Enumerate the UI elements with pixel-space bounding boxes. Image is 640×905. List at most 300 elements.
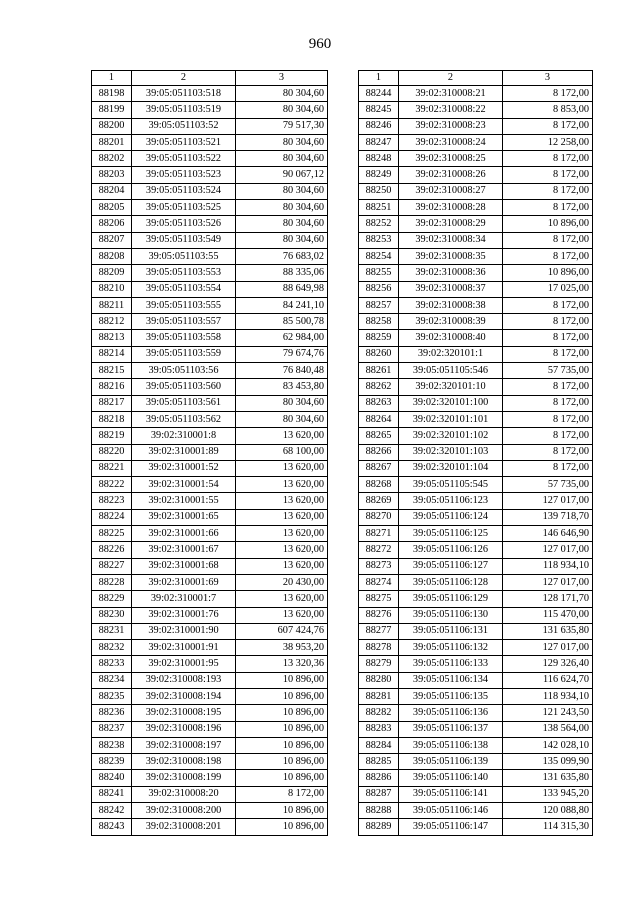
cadastral-number-cell: 39:02:320101:1 bbox=[399, 346, 503, 362]
value-cell: 13 620,00 bbox=[236, 477, 328, 493]
row-number-cell: 88199 bbox=[92, 102, 132, 118]
row-number-cell: 88244 bbox=[359, 86, 399, 102]
cadastral-number-cell: 39:05:051103:526 bbox=[132, 216, 236, 232]
cadastral-number-cell: 39:05:051103:560 bbox=[132, 379, 236, 395]
row-number-cell: 88265 bbox=[359, 428, 399, 444]
value-cell: 13 620,00 bbox=[236, 607, 328, 623]
table-row bbox=[92, 460, 328, 476]
cadastral-number-cell: 39:02:310001:55 bbox=[132, 493, 236, 509]
value-cell: 38 953,20 bbox=[236, 640, 328, 656]
cadastral-number-cell: 39:05:051106:127 bbox=[399, 558, 503, 574]
row-number-cell: 88201 bbox=[92, 134, 132, 150]
value-cell: 76 840,48 bbox=[236, 363, 328, 379]
value-cell: 8 172,00 bbox=[503, 151, 593, 167]
column-header-cadastral-number: 2 bbox=[399, 71, 503, 86]
value-cell: 8 172,00 bbox=[503, 379, 593, 395]
value-cell: 115 470,00 bbox=[503, 607, 593, 623]
row-number-cell: 88237 bbox=[92, 721, 132, 737]
row-number-cell: 88268 bbox=[359, 477, 399, 493]
value-cell: 10 896,00 bbox=[236, 688, 328, 704]
row-number-cell: 88258 bbox=[359, 314, 399, 330]
column-header-value: 3 bbox=[503, 71, 593, 86]
value-cell: 80 304,60 bbox=[236, 134, 328, 150]
table-row bbox=[359, 167, 593, 183]
cadastral-number-cell: 39:05:051103:561 bbox=[132, 395, 236, 411]
cadastral-number-cell: 39:05:051106:132 bbox=[399, 640, 503, 656]
value-cell: 84 241,10 bbox=[236, 297, 328, 313]
table-row bbox=[92, 721, 328, 737]
value-cell: 8 172,00 bbox=[503, 428, 593, 444]
cadastral-number-cell: 39:02:310008:29 bbox=[399, 216, 503, 232]
cadastral-number-cell: 39:02:320101:100 bbox=[399, 395, 503, 411]
cadastral-number-cell: 39:05:051103:56 bbox=[132, 363, 236, 379]
value-cell: 20 430,00 bbox=[236, 574, 328, 590]
row-number-cell: 88204 bbox=[92, 183, 132, 199]
row-number-cell: 88212 bbox=[92, 314, 132, 330]
value-cell: 76 683,02 bbox=[236, 248, 328, 264]
value-cell: 80 304,60 bbox=[236, 102, 328, 118]
cadastral-number-cell: 39:02:310008:194 bbox=[132, 688, 236, 704]
table-row bbox=[92, 477, 328, 493]
table-row bbox=[359, 428, 593, 444]
value-cell: 10 896,00 bbox=[236, 721, 328, 737]
row-number-cell: 88235 bbox=[92, 688, 132, 704]
value-cell: 80 304,60 bbox=[236, 232, 328, 248]
row-number-cell: 88269 bbox=[359, 493, 399, 509]
cadastral-number-cell: 39:02:310001:8 bbox=[132, 428, 236, 444]
row-number-cell: 88260 bbox=[359, 346, 399, 362]
row-number-cell: 88249 bbox=[359, 167, 399, 183]
table-row bbox=[92, 754, 328, 770]
row-number-cell: 88274 bbox=[359, 574, 399, 590]
value-cell: 83 453,80 bbox=[236, 379, 328, 395]
cadastral-number-cell: 39:02:310001:67 bbox=[132, 542, 236, 558]
table-row bbox=[359, 803, 593, 819]
table-row bbox=[359, 477, 593, 493]
table-row bbox=[359, 346, 593, 362]
cadastral-number-cell: 39:05:051106:129 bbox=[399, 591, 503, 607]
table-row bbox=[92, 819, 328, 835]
cadastral-number-cell: 39:05:051106:138 bbox=[399, 737, 503, 753]
cadastral-number-cell: 39:02:310008:34 bbox=[399, 232, 503, 248]
value-cell: 79 517,30 bbox=[236, 118, 328, 134]
value-cell: 13 620,00 bbox=[236, 526, 328, 542]
row-number-cell: 88233 bbox=[92, 656, 132, 672]
value-cell: 114 315,30 bbox=[503, 819, 593, 835]
row-number-cell: 88275 bbox=[359, 591, 399, 607]
cadastral-number-cell: 39:05:051103:52 bbox=[132, 118, 236, 134]
cadastral-number-cell: 39:05:051103:559 bbox=[132, 346, 236, 362]
table-row bbox=[359, 721, 593, 737]
table-row bbox=[92, 265, 328, 281]
cadastral-number-cell: 39:02:310008:23 bbox=[399, 118, 503, 134]
cadastral-number-cell: 39:02:310001:89 bbox=[132, 444, 236, 460]
cadastral-number-cell: 39:02:310008:38 bbox=[399, 297, 503, 313]
value-cell: 17 025,00 bbox=[503, 281, 593, 297]
table-row bbox=[359, 640, 593, 656]
table-row bbox=[359, 216, 593, 232]
cadastral-number-cell: 39:02:310008:40 bbox=[399, 330, 503, 346]
column-header-number: 1 bbox=[359, 71, 399, 86]
cadastral-number-cell: 39:05:051106:146 bbox=[399, 803, 503, 819]
row-number-cell: 88239 bbox=[92, 754, 132, 770]
value-cell: 8 172,00 bbox=[503, 167, 593, 183]
value-cell: 139 718,70 bbox=[503, 509, 593, 525]
cadastral-number-cell: 39:02:310001:7 bbox=[132, 591, 236, 607]
value-cell: 13 320,36 bbox=[236, 656, 328, 672]
row-number-cell: 88264 bbox=[359, 411, 399, 427]
row-number-cell: 88256 bbox=[359, 281, 399, 297]
value-cell: 80 304,60 bbox=[236, 216, 328, 232]
row-number-cell: 88253 bbox=[359, 232, 399, 248]
cadastral-number-cell: 39:05:051106:137 bbox=[399, 721, 503, 737]
value-cell: 8 172,00 bbox=[503, 297, 593, 313]
table-row bbox=[92, 672, 328, 688]
row-number-cell: 88198 bbox=[92, 86, 132, 102]
row-number-cell: 88208 bbox=[92, 248, 132, 264]
table-row bbox=[359, 265, 593, 281]
value-cell: 10 896,00 bbox=[503, 216, 593, 232]
table-row bbox=[359, 281, 593, 297]
table-row bbox=[359, 444, 593, 460]
row-number-cell: 88281 bbox=[359, 688, 399, 704]
cadastral-number-cell: 39:02:310008:20 bbox=[132, 786, 236, 802]
value-cell: 80 304,60 bbox=[236, 395, 328, 411]
value-cell: 88 649,98 bbox=[236, 281, 328, 297]
cadastral-number-cell: 39:02:310001:52 bbox=[132, 460, 236, 476]
row-number-cell: 88213 bbox=[92, 330, 132, 346]
table-row bbox=[359, 183, 593, 199]
table-row bbox=[359, 232, 593, 248]
table-row bbox=[92, 200, 328, 216]
row-number-cell: 88227 bbox=[92, 558, 132, 574]
value-cell: 8 172,00 bbox=[503, 200, 593, 216]
value-cell: 68 100,00 bbox=[236, 444, 328, 460]
table-row bbox=[359, 672, 593, 688]
table-row bbox=[359, 363, 593, 379]
row-number-cell: 88259 bbox=[359, 330, 399, 346]
row-number-cell: 88231 bbox=[92, 623, 132, 639]
value-cell: 131 635,80 bbox=[503, 623, 593, 639]
table-row bbox=[92, 167, 328, 183]
row-number-cell: 88229 bbox=[92, 591, 132, 607]
table-row bbox=[359, 151, 593, 167]
value-cell: 120 088,80 bbox=[503, 803, 593, 819]
table-row bbox=[92, 248, 328, 264]
table-row bbox=[92, 428, 328, 444]
value-cell: 13 620,00 bbox=[236, 509, 328, 525]
row-number-cell: 88254 bbox=[359, 248, 399, 264]
table-row bbox=[92, 509, 328, 525]
table-row bbox=[359, 330, 593, 346]
table-row bbox=[92, 526, 328, 542]
table-row bbox=[92, 379, 328, 395]
cadastral-number-cell: 39:05:051103:557 bbox=[132, 314, 236, 330]
table-row bbox=[359, 819, 593, 835]
value-cell: 129 326,40 bbox=[503, 656, 593, 672]
table-row bbox=[359, 134, 593, 150]
table-row bbox=[359, 395, 593, 411]
row-number-cell: 88223 bbox=[92, 493, 132, 509]
cadastral-number-cell: 39:02:320101:103 bbox=[399, 444, 503, 460]
cadastral-number-cell: 39:05:051103:522 bbox=[132, 151, 236, 167]
row-number-cell: 88262 bbox=[359, 379, 399, 395]
table-row bbox=[359, 118, 593, 134]
row-number-cell: 88246 bbox=[359, 118, 399, 134]
table-row bbox=[359, 737, 593, 753]
cadastral-number-cell: 39:05:051106:147 bbox=[399, 819, 503, 835]
cadastral-number-cell: 39:05:051106:125 bbox=[399, 526, 503, 542]
table-row bbox=[92, 151, 328, 167]
table-row bbox=[359, 656, 593, 672]
table-row bbox=[92, 232, 328, 248]
row-number-cell: 88248 bbox=[359, 151, 399, 167]
value-cell: 10 896,00 bbox=[236, 737, 328, 753]
table-row bbox=[92, 363, 328, 379]
value-cell: 8 172,00 bbox=[503, 460, 593, 476]
value-cell: 80 304,60 bbox=[236, 151, 328, 167]
value-cell: 8 172,00 bbox=[503, 118, 593, 134]
value-cell: 10 896,00 bbox=[236, 819, 328, 835]
column-header-value: 3 bbox=[236, 71, 328, 86]
row-number-cell: 88219 bbox=[92, 428, 132, 444]
table-row bbox=[92, 591, 328, 607]
cadastral-number-cell: 39:05:051106:135 bbox=[399, 688, 503, 704]
table-row bbox=[359, 574, 593, 590]
value-cell: 8 172,00 bbox=[236, 786, 328, 802]
row-number-cell: 88270 bbox=[359, 509, 399, 525]
row-number-cell: 88209 bbox=[92, 265, 132, 281]
cadastral-number-cell: 39:02:310008:21 bbox=[399, 86, 503, 102]
table-row bbox=[92, 656, 328, 672]
value-cell: 131 635,80 bbox=[503, 770, 593, 786]
row-number-cell: 88210 bbox=[92, 281, 132, 297]
row-number-cell: 88224 bbox=[92, 509, 132, 525]
value-cell: 8 172,00 bbox=[503, 314, 593, 330]
row-number-cell: 88250 bbox=[359, 183, 399, 199]
cadastral-number-cell: 39:05:051103:524 bbox=[132, 183, 236, 199]
row-number-cell: 88251 bbox=[359, 200, 399, 216]
value-cell: 146 646,90 bbox=[503, 526, 593, 542]
value-cell: 8 172,00 bbox=[503, 411, 593, 427]
row-number-cell: 88282 bbox=[359, 705, 399, 721]
cadastral-number-cell: 39:05:051103:553 bbox=[132, 265, 236, 281]
cadastral-number-cell: 39:05:051103:558 bbox=[132, 330, 236, 346]
table-row bbox=[359, 526, 593, 542]
row-number-cell: 88222 bbox=[92, 477, 132, 493]
value-cell: 10 896,00 bbox=[503, 265, 593, 281]
table-row bbox=[92, 281, 328, 297]
cadastral-number-cell: 39:02:310008:22 bbox=[399, 102, 503, 118]
value-cell: 12 258,00 bbox=[503, 134, 593, 150]
value-cell: 13 620,00 bbox=[236, 428, 328, 444]
cadastral-number-cell: 39:02:310008:198 bbox=[132, 754, 236, 770]
row-number-cell: 88207 bbox=[92, 232, 132, 248]
table-row bbox=[92, 705, 328, 721]
row-number-cell: 88241 bbox=[92, 786, 132, 802]
table-row bbox=[92, 574, 328, 590]
table-row bbox=[359, 623, 593, 639]
row-number-cell: 88247 bbox=[359, 134, 399, 150]
cadastral-number-cell: 39:02:310008:193 bbox=[132, 672, 236, 688]
row-number-cell: 88214 bbox=[92, 346, 132, 362]
table-row bbox=[359, 102, 593, 118]
row-number-cell: 88285 bbox=[359, 754, 399, 770]
value-cell: 13 620,00 bbox=[236, 460, 328, 476]
value-cell: 607 424,76 bbox=[236, 623, 328, 639]
table-row bbox=[359, 688, 593, 704]
row-number-cell: 88277 bbox=[359, 623, 399, 639]
column-header-cadastral-number: 2 bbox=[132, 71, 236, 86]
value-cell: 13 620,00 bbox=[236, 493, 328, 509]
row-number-cell: 88217 bbox=[92, 395, 132, 411]
row-number-cell: 88242 bbox=[92, 803, 132, 819]
cadastral-number-cell: 39:02:320101:10 bbox=[399, 379, 503, 395]
table-row bbox=[92, 444, 328, 460]
value-cell: 127 017,00 bbox=[503, 640, 593, 656]
table-row bbox=[92, 770, 328, 786]
table-row bbox=[359, 786, 593, 802]
row-number-cell: 88263 bbox=[359, 395, 399, 411]
row-number-cell: 88234 bbox=[92, 672, 132, 688]
value-cell: 79 674,76 bbox=[236, 346, 328, 362]
row-number-cell: 88243 bbox=[92, 819, 132, 835]
row-number-cell: 88218 bbox=[92, 411, 132, 427]
value-cell: 133 945,20 bbox=[503, 786, 593, 802]
value-cell: 118 934,10 bbox=[503, 688, 593, 704]
table-row bbox=[92, 493, 328, 509]
cadastral-number-cell: 39:02:310008:201 bbox=[132, 819, 236, 835]
cadastral-number-cell: 39:05:051103:55 bbox=[132, 248, 236, 264]
table-row bbox=[359, 314, 593, 330]
row-number-cell: 88211 bbox=[92, 297, 132, 313]
value-cell: 8 172,00 bbox=[503, 346, 593, 362]
cadastral-number-cell: 39:05:051105:546 bbox=[399, 363, 503, 379]
value-cell: 85 500,78 bbox=[236, 314, 328, 330]
row-number-cell: 88280 bbox=[359, 672, 399, 688]
cadastral-number-cell: 39:02:310008:195 bbox=[132, 705, 236, 721]
cadastral-number-cell: 39:02:310008:27 bbox=[399, 183, 503, 199]
row-number-cell: 88220 bbox=[92, 444, 132, 460]
row-number-cell: 88279 bbox=[359, 656, 399, 672]
table-row bbox=[359, 754, 593, 770]
row-number-cell: 88230 bbox=[92, 607, 132, 623]
value-cell: 10 896,00 bbox=[236, 705, 328, 721]
table-row bbox=[92, 314, 328, 330]
value-cell: 80 304,60 bbox=[236, 411, 328, 427]
column-header-number: 1 bbox=[92, 71, 132, 86]
table-row bbox=[92, 623, 328, 639]
row-number-cell: 88283 bbox=[359, 721, 399, 737]
table-row bbox=[359, 542, 593, 558]
row-number-cell: 88287 bbox=[359, 786, 399, 802]
table-row bbox=[359, 705, 593, 721]
cadastral-number-cell: 39:02:310008:36 bbox=[399, 265, 503, 281]
value-cell: 8 172,00 bbox=[503, 395, 593, 411]
row-number-cell: 88200 bbox=[92, 118, 132, 134]
row-number-cell: 88225 bbox=[92, 526, 132, 542]
table-row bbox=[92, 86, 328, 102]
value-cell: 13 620,00 bbox=[236, 542, 328, 558]
cadastral-number-cell: 39:02:310008:35 bbox=[399, 248, 503, 264]
value-cell: 10 896,00 bbox=[236, 672, 328, 688]
cadastral-number-cell: 39:05:051103:562 bbox=[132, 411, 236, 427]
cadastral-number-cell: 39:02:310001:91 bbox=[132, 640, 236, 656]
table-row bbox=[92, 607, 328, 623]
value-cell: 8 172,00 bbox=[503, 183, 593, 199]
table-row bbox=[92, 786, 328, 802]
cadastral-number-cell: 39:05:051106:136 bbox=[399, 705, 503, 721]
row-number-cell: 88289 bbox=[359, 819, 399, 835]
row-number-cell: 88267 bbox=[359, 460, 399, 476]
table-row bbox=[359, 297, 593, 313]
row-number-cell: 88238 bbox=[92, 737, 132, 753]
value-cell: 57 735,00 bbox=[503, 363, 593, 379]
row-number-cell: 88206 bbox=[92, 216, 132, 232]
value-cell: 118 934,10 bbox=[503, 558, 593, 574]
table-row bbox=[359, 607, 593, 623]
cadastral-number-cell: 39:05:051103:521 bbox=[132, 134, 236, 150]
row-number-cell: 88245 bbox=[359, 102, 399, 118]
value-cell: 80 304,60 bbox=[236, 200, 328, 216]
table-row bbox=[359, 460, 593, 476]
cadastral-number-cell: 39:02:310001:69 bbox=[132, 574, 236, 590]
cadastral-number-cell: 39:05:051103:549 bbox=[132, 232, 236, 248]
value-cell: 142 028,10 bbox=[503, 737, 593, 753]
cadastral-number-cell: 39:02:310008:39 bbox=[399, 314, 503, 330]
value-cell: 13 620,00 bbox=[236, 558, 328, 574]
value-cell: 13 620,00 bbox=[236, 591, 328, 607]
value-cell: 135 099,90 bbox=[503, 754, 593, 770]
table-header-row bbox=[359, 71, 593, 86]
cadastral-number-cell: 39:05:051106:140 bbox=[399, 770, 503, 786]
cadastral-number-cell: 39:05:051106:131 bbox=[399, 623, 503, 639]
table-row bbox=[359, 411, 593, 427]
cadastral-number-cell: 39:05:051105:545 bbox=[399, 477, 503, 493]
cadastral-number-cell: 39:05:051106:128 bbox=[399, 574, 503, 590]
row-number-cell: 88286 bbox=[359, 770, 399, 786]
cadastral-number-cell: 39:02:310008:199 bbox=[132, 770, 236, 786]
table-row bbox=[92, 102, 328, 118]
cadastral-number-cell: 39:05:051103:518 bbox=[132, 86, 236, 102]
table-row bbox=[92, 803, 328, 819]
cadastral-number-cell: 39:05:051106:139 bbox=[399, 754, 503, 770]
table-row bbox=[359, 591, 593, 607]
row-number-cell: 88288 bbox=[359, 803, 399, 819]
row-number-cell: 88257 bbox=[359, 297, 399, 313]
table-row bbox=[92, 346, 328, 362]
value-cell: 8 853,00 bbox=[503, 102, 593, 118]
cadastral-number-cell: 39:02:310008:37 bbox=[399, 281, 503, 297]
row-number-cell: 88203 bbox=[92, 167, 132, 183]
row-number-cell: 88255 bbox=[359, 265, 399, 281]
cadastral-number-cell: 39:02:310001:66 bbox=[132, 526, 236, 542]
cadastral-number-cell: 39:02:310001:76 bbox=[132, 607, 236, 623]
value-cell: 8 172,00 bbox=[503, 330, 593, 346]
table-row bbox=[92, 395, 328, 411]
cadastral-number-cell: 39:02:310008:25 bbox=[399, 151, 503, 167]
cadastral-number-cell: 39:02:320101:102 bbox=[399, 428, 503, 444]
cadastral-number-cell: 39:05:051106:123 bbox=[399, 493, 503, 509]
row-number-cell: 88205 bbox=[92, 200, 132, 216]
table-row bbox=[359, 493, 593, 509]
cadastral-number-cell: 39:02:310008:26 bbox=[399, 167, 503, 183]
row-number-cell: 88272 bbox=[359, 542, 399, 558]
cadastral-number-cell: 39:02:310001:65 bbox=[132, 509, 236, 525]
table-row bbox=[92, 118, 328, 134]
row-number-cell: 88202 bbox=[92, 151, 132, 167]
row-number-cell: 88232 bbox=[92, 640, 132, 656]
